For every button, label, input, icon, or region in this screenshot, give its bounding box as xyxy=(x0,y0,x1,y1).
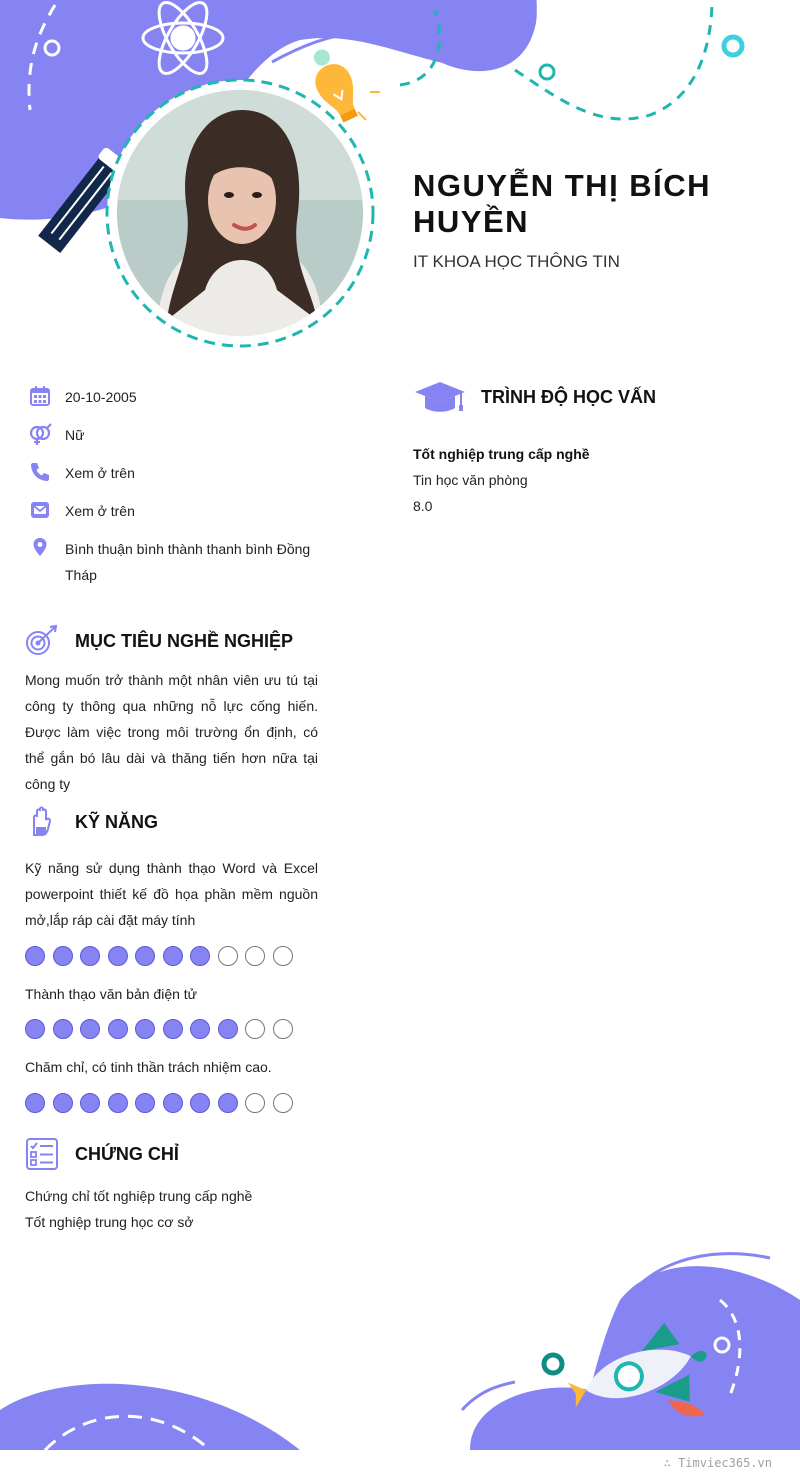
calendar-icon xyxy=(28,384,52,408)
rating-dot-filled xyxy=(135,1019,155,1039)
certificates-heading xyxy=(25,1137,179,1171)
skill-label: Kỹ năng sử dụng thành thạo Word và Excel powerpoint thiết kế đồ họa phần mềm nguồn mở,lắp ráp cài đặt máy tính xyxy=(25,860,318,928)
footer-brand: ∴ Timviec365.vn xyxy=(663,1456,772,1470)
rating-dot-filled xyxy=(53,1019,73,1039)
education-heading xyxy=(413,380,656,414)
rating-dot-empty xyxy=(245,946,265,966)
skill-label: Chăm chỉ, có tinh thần trách nhiệm cao. xyxy=(25,1059,272,1075)
rating-dot-filled xyxy=(53,1093,73,1113)
rating-dot-filled xyxy=(25,946,45,966)
skill-label: Thành thạo văn bản điện tử xyxy=(25,986,198,1002)
rating-dot-filled xyxy=(163,1019,183,1039)
birthday-value: 20-10-2005 xyxy=(65,389,137,405)
phone-value: Xem ở trên xyxy=(65,465,135,481)
rating-dot-empty xyxy=(273,946,293,966)
rating-dot-filled xyxy=(190,946,210,966)
rating-dot-filled xyxy=(108,1019,128,1039)
rating-dot-filled xyxy=(135,1093,155,1113)
avatar xyxy=(117,90,363,336)
education-title: TRÌNH ĐỘ HỌC VẤN xyxy=(481,386,656,407)
skill-rating xyxy=(25,1093,300,1113)
rating-dot-filled xyxy=(218,1093,238,1113)
certificates-title: CHỨNG CHỈ xyxy=(75,1143,179,1164)
rating-dot-filled xyxy=(25,1093,45,1113)
rating-dot-filled xyxy=(25,1019,45,1039)
skills-heading xyxy=(25,805,158,839)
certificate-item: Chứng chỉ tốt nghiệp trung cấp nghề xyxy=(25,1188,253,1204)
address-value: Bình thuận bình thành thanh bình Đồng Tháp xyxy=(65,541,311,583)
checklist-icon xyxy=(25,1137,59,1171)
hand-icon xyxy=(25,805,59,839)
rating-dot-filled xyxy=(163,946,183,966)
rating-dot-empty xyxy=(273,1093,293,1113)
skill-rating xyxy=(25,946,300,966)
rating-dot-filled xyxy=(190,1019,210,1039)
education-degree: Tốt nghiệp trung cấp nghề xyxy=(413,446,590,462)
contact-address xyxy=(28,536,328,588)
rating-dot-filled xyxy=(108,1093,128,1113)
objective-title: MỤC TIÊU NGHỀ NGHIỆP xyxy=(75,630,294,651)
phone-icon xyxy=(28,460,52,484)
rating-dot-filled xyxy=(218,1019,238,1039)
rating-dot-filled xyxy=(190,1093,210,1113)
rating-dot-filled xyxy=(163,1093,183,1113)
rating-dot-filled xyxy=(53,946,73,966)
rating-dot-empty xyxy=(218,946,238,966)
skill-rating xyxy=(25,1019,300,1039)
rating-dot-filled xyxy=(80,1093,100,1113)
target-icon xyxy=(25,624,59,658)
graduation-cap-icon xyxy=(413,380,467,414)
rating-dot-filled xyxy=(80,1019,100,1039)
email-icon xyxy=(28,498,52,522)
gender-icon xyxy=(28,422,52,446)
skills-title: KỸ NĂNG xyxy=(75,811,159,832)
candidate-position: IT KHOA HỌC THÔNG TIN xyxy=(413,252,620,271)
objective-text: Mong muốn trở thành một nhân viên ưu tú tại công ty thông qua những nỗ lực cống hiến. Được làm việc trong môi trường ổn định, có thể gắn bó lâu dài và thăng tiến hơn nữa tại công ty xyxy=(25,672,318,792)
gender-value: Nữ xyxy=(65,427,85,443)
rating-dot-empty xyxy=(273,1019,293,1039)
contact-email xyxy=(28,498,328,524)
contact-list xyxy=(28,384,328,600)
location-pin-icon xyxy=(28,536,52,560)
education-block xyxy=(413,441,773,519)
objective-heading xyxy=(25,624,293,658)
certificate-item: Tốt nghiệp trung học cơ sở xyxy=(25,1214,194,1230)
email-value: Xem ở trên xyxy=(65,503,135,519)
education-major: Tin học văn phòng xyxy=(413,472,528,488)
rating-dot-empty xyxy=(245,1019,265,1039)
rating-dot-filled xyxy=(135,946,155,966)
rating-dot-filled xyxy=(80,946,100,966)
rating-dot-empty xyxy=(245,1093,265,1113)
contact-gender xyxy=(28,422,328,448)
contact-phone xyxy=(28,460,328,486)
education-score: 8.0 xyxy=(413,498,433,514)
rating-dot-filled xyxy=(108,946,128,966)
candidate-name: NGUYỄN THỊ BÍCH HUYỀN xyxy=(413,168,712,239)
contact-birthday xyxy=(28,384,328,410)
